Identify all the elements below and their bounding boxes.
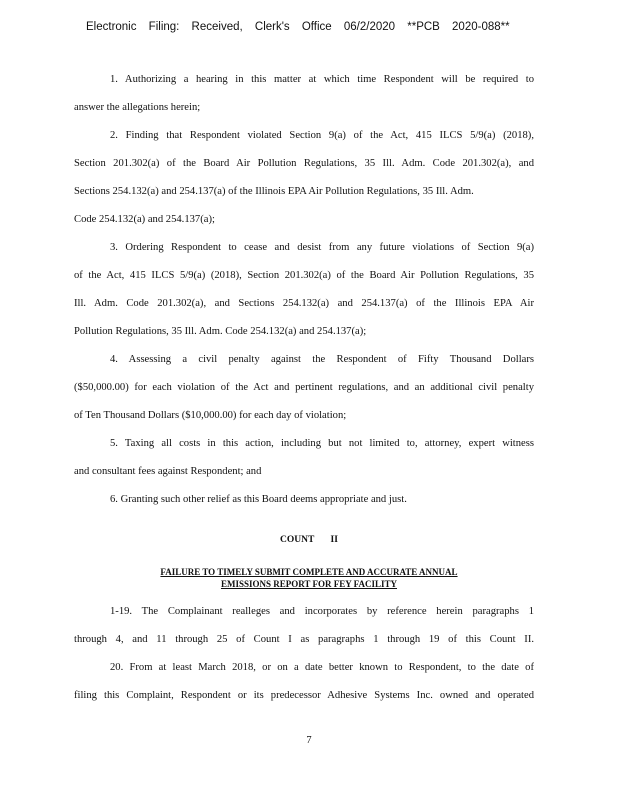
prayer-line: of the Act, 415 ILCS 5/9(a) (2018), Section 201.302(a) of the Board Air Pollution Regulations, 35 [74, 270, 534, 281]
filing-stamp-header: Electronic Filing: Received, Clerk's Office 06/2/2020 **PCB 2020-088** [86, 21, 510, 33]
page-number: 7 [306, 735, 312, 746]
prayer-line: 5. Taxing all costs in this action, including but not limited to, attorney, expert witness [110, 438, 534, 449]
prayer-line: 1. Authorizing a hearing in this matter at which time Respondent will be required to [110, 74, 534, 85]
prayer-line: Ill. Adm. Code 201.302(a), and Sections 254.132(a) and 254.137(a) of the Illinois EPA Air [74, 298, 534, 309]
count-line: 20. From at least March 2018, or on a date better known to Respondent, to the date of [110, 662, 534, 673]
prayer-line: 6. Granting such other relief as this Board deems appropriate and just. [110, 494, 407, 505]
count-paragraphs [74, 598, 534, 710]
count-line: through 4, and 11 through 25 of Count I as paragraphs 1 through 19 of this Count II. [74, 634, 534, 645]
count-line: 1-19. The Complainant realleges and incorporates by reference herein paragraphs 1 [110, 606, 534, 617]
prayer-line: ($50,000.00) for each violation of the Act and pertinent regulations, and an additional civil penalty [74, 382, 534, 393]
count-title: COUNT II [280, 535, 338, 545]
count-subtitle-line: FAILURE TO TIMELY SUBMIT COMPLETE AND ACCURATE ANNUAL [160, 567, 458, 577]
prayer-line: Sections 254.132(a) and 254.137(a) of the Illinois EPA Air Pollution Regulations, 35 Ill. Adm. [74, 186, 474, 197]
prayer-line: Section 201.302(a) of the Board Air Pollution Regulations, 35 Ill. Adm. Code 201.302(a), and [74, 158, 534, 169]
prayer-line: 4. Assessing a civil penalty against the Respondent of Fifty Thousand Dollars [110, 354, 534, 365]
count-line: filing this Complaint, Respondent or its predecessor Adhesive Systems Inc. owned and operated [74, 690, 534, 701]
count-subtitle-line: EMISSIONS REPORT FOR FEY FACILITY [220, 579, 398, 589]
prayer-line: 2. Finding that Respondent violated Section 9(a) of the Act, 415 ILCS 5/9(a) (2018), [110, 130, 534, 141]
prayer-line: and consultant fees against Respondent; and [74, 466, 262, 477]
prayer-line: Code 254.132(a) and 254.137(a); [74, 214, 215, 225]
count-subtitle [106, 566, 512, 590]
prayer-line: answer the allegations herein; [74, 102, 201, 113]
prayer-line: of Ten Thousand Dollars ($10,000.00) for each day of violation; [74, 410, 347, 421]
prayer-for-relief [74, 66, 534, 514]
prayer-line: 3. Ordering Respondent to cease and desist from any future violations of Section 9(a) [110, 242, 534, 253]
prayer-line: Pollution Regulations, 35 Ill. Adm. Code 254.132(a) and 254.137(a); [74, 326, 367, 337]
